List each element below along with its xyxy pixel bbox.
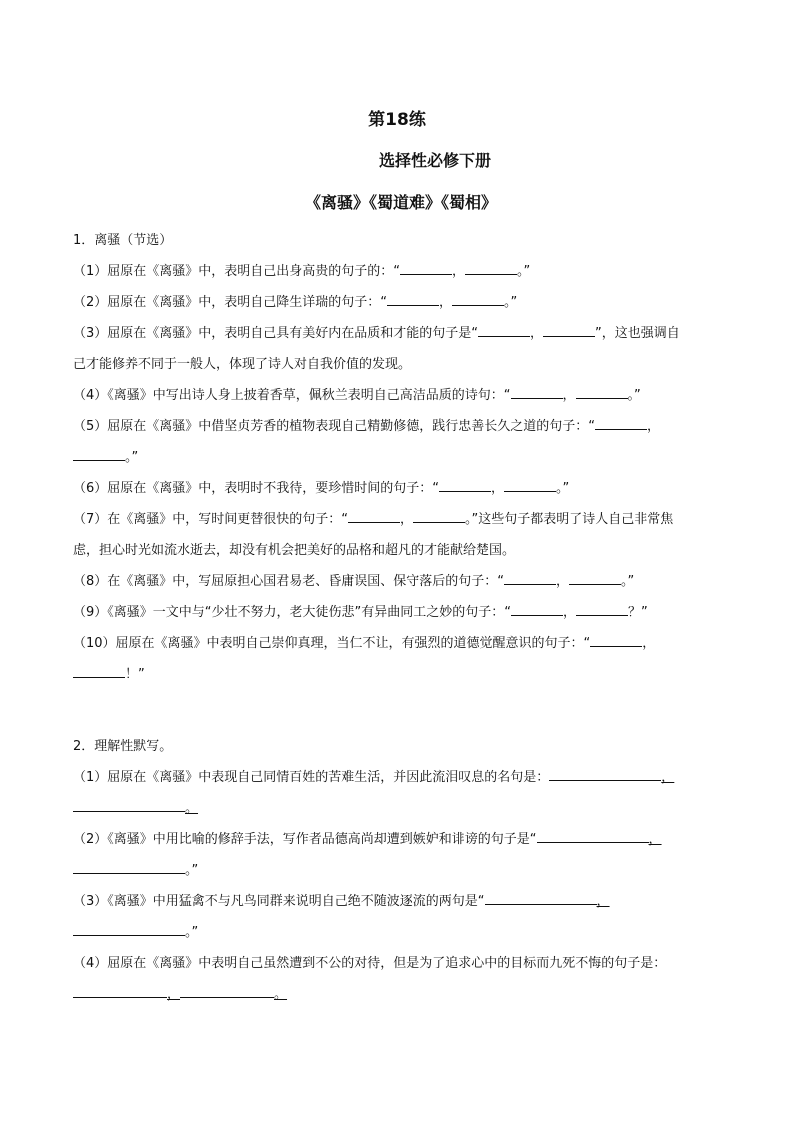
question-text: 《离骚》中写出诗人身上披着香草，佩秋兰表明自己高洁品质的诗句：“ [107,388,511,403]
question-text: 屈原在《离骚》中借坚贞芳香的植物表现自己精勤修德，践行忠善长久之道的句子：“ [107,419,596,434]
answer-blank[interactable] [73,921,185,936]
question-1-5: （5）屈原在《离骚》中借坚贞芳香的植物表现自己精勤修德，践行忠善长久之道的句子：“ ， [73,411,733,442]
question-1-7-continued: 虑，担心时光如流水逝去，却没有机会把美好的品格和超凡的才能献给楚国。 [73,543,516,558]
question-text: 《离骚》中用比喻的修辞手法，写作者品德高尚却遭到嫉妒和诽谤的句子是“ [107,832,537,847]
answer-blank[interactable] [387,291,439,306]
question-1-9: （9）《离骚》一文中与“少壮不努力，老大徒伤悲”有异曲同工之妙的句子：“ ， ？” [73,597,733,628]
book-subtitle: 选择性必修下册 [378,151,491,170]
question-text: 屈原在《离骚》中表明自己虽然遭到不公的对待，但是为了追求心中的目标而九死不悔的句子是： [107,956,667,971]
question-2-1-continued: 。 [73,793,733,824]
lesson-title: 第18练 [368,110,426,130]
question-number: （6） [73,481,108,496]
answer-blank[interactable] [590,632,642,647]
section-1-heading: 1．离骚（节选） [73,233,173,248]
question-text: 屈原在《离骚》中，表明自己出身高贵的句子的：“ [107,264,401,279]
question-number: （3） [73,894,108,909]
question-text: 《离骚》一文中与“少壮不努力，老大徒伤悲”有异曲同工之妙的句子：“ [107,605,511,620]
answer-blank[interactable] [413,508,465,523]
question-text: 在《离骚》中，写时间更替很快的句子：“ [107,512,349,527]
answer-blank[interactable] [73,859,185,874]
answer-blank[interactable] [511,601,563,616]
answer-blank[interactable] [452,291,504,306]
question-number: （2） [73,832,108,847]
answer-blank[interactable] [511,384,563,399]
answer-blank[interactable] [348,508,400,523]
question-2-3: （3）《离骚》中用猛禽不与凡鸟同群来说明自己绝不随波逐流的两句是“ ， [73,886,733,917]
question-text: 屈原在《离骚》中表现自己同情百姓的苦难生活，并因此流泪叹息的名句是： [107,770,550,785]
answer-blank[interactable] [543,322,595,337]
answer-blank[interactable] [73,983,167,998]
answer-blank[interactable] [569,570,621,585]
question-2-2: （2）《离骚》中用比喻的修辞手法，写作者品德高尚却遭到嫉妒和诽谤的句子是“ ， [73,824,733,855]
question-number: （9） [73,605,108,620]
answer-blank[interactable] [537,828,649,843]
answer-blank[interactable] [73,446,125,461]
answer-blank[interactable] [73,663,125,678]
answer-blank[interactable] [576,601,628,616]
question-1-7: （7）在《离骚》中，写时间更替很快的句子：“ ， 。”这些句子都表明了诗人自己非常焦 [73,504,733,535]
answer-blank[interactable] [400,260,452,275]
question-number: （5） [73,419,108,434]
texts-subtitle: 《离骚》《蜀道难》《蜀相》 [304,193,497,212]
question-text: 屈原在《离骚》中表明自己崇仰真理，当仁不让，有强烈的道德觉醒意识的句子：“ [115,636,591,651]
answer-blank[interactable] [549,766,661,781]
section-1 [73,225,733,690]
question-number: （1） [73,264,108,279]
question-1-1: （1）屈原在《离骚》中，表明自己出身高贵的句子的：“ ， 。” [73,256,733,287]
question-1-2: （2）屈原在《离骚》中，表明自己降生详瑞的句子：“ ， 。” [73,287,733,318]
question-1-10: （10）屈原在《离骚》中表明自己崇仰真理，当仁不让，有强烈的道德觉醒意识的句子：“ ， [73,628,733,659]
question-number: （10） [73,636,116,651]
question-text: 屈原在《离骚》中，表明自己具有美好内在品质和才能的句子是“ [107,326,479,341]
question-2-4 [73,948,733,979]
question-2-1: （1）屈原在《离骚》中表现自己同情百姓的苦难生活，并因此流泪叹息的名句是： ， [73,762,733,793]
question-2-2-continued: 。” [73,855,733,886]
question-number: （7） [73,512,108,527]
section-2-heading: 2．理解性默写。 [73,739,173,754]
answer-blank[interactable] [180,983,274,998]
question-1-6: （6）屈原在《离骚》中，表明时不我待，要珍惜时间的句子：“ ， 。” [73,473,733,504]
question-1-3: （3）屈原在《离骚》中，表明自己具有美好内在品质和才能的句子是“ ， ”，这也强调自 [73,318,733,349]
question-1-4: （4）《离骚》中写出诗人身上披着香草，佩秋兰表明自己高洁品质的诗句：“ ， 。” [73,380,733,411]
question-text: 屈原在《离骚》中，表明时不我待，要珍惜时间的句子：“ [107,481,440,496]
answer-blank[interactable] [504,477,556,492]
answer-blank[interactable] [504,570,556,585]
answer-blank[interactable] [478,322,530,337]
question-number: （8） [73,574,108,589]
answer-blank[interactable] [465,260,517,275]
question-number: （4） [73,956,108,971]
question-1-8: （8）在《离骚》中，写屈原担心国君易老、昏庸误国、保守落后的句子：“ ， 。” [73,566,733,597]
answer-blank[interactable] [595,415,647,430]
question-text: 屈原在《离骚》中，表明自己降生详瑞的句子：“ [107,295,388,310]
question-text: 《离骚》中用猛禽不与凡鸟同群来说明自己绝不随波逐流的两句是“ [107,894,485,909]
answer-blank[interactable] [576,384,628,399]
question-number: （2） [73,295,108,310]
question-1-10-continued: ！” [73,659,733,690]
question-number: （3） [73,326,108,341]
question-text: 在《离骚》中，写屈原担心国君易老、昏庸误国、保守落后的句子：“ [107,574,505,589]
answer-blank[interactable] [73,797,185,812]
question-1-3-continued: 己才能修养不同于一般人，体现了诗人对自我价值的发现。 [73,357,412,372]
question-1-5-continued: 。” [73,442,733,473]
answer-blank[interactable] [439,477,491,492]
answer-blank[interactable] [485,890,597,905]
question-number: （1） [73,770,108,785]
question-2-4-continued: ， 。 [73,979,733,1010]
question-2-3-continued: 。” [73,917,733,948]
section-2 [73,731,733,1010]
question-number: （4） [73,388,108,403]
